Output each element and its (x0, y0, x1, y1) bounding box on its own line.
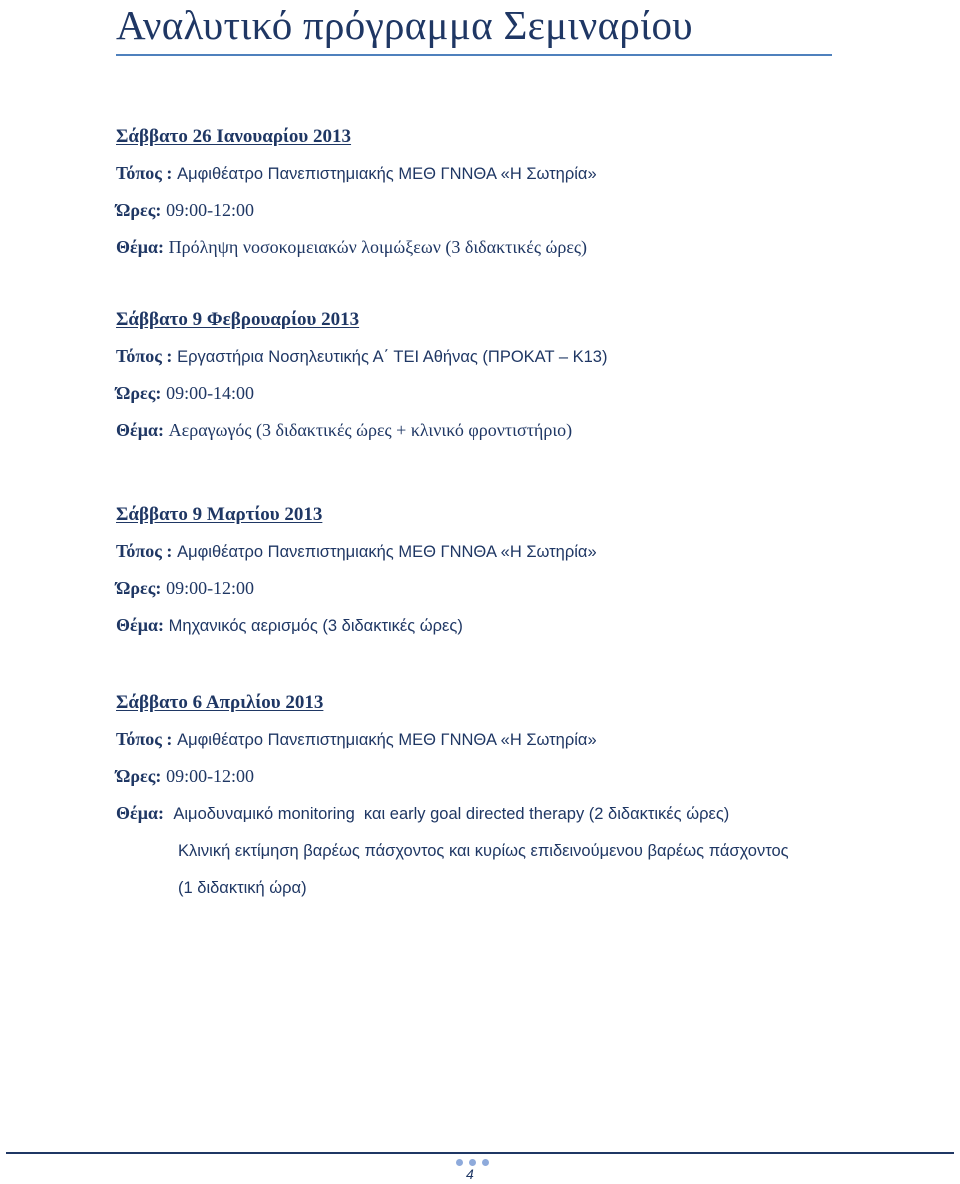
topic-value-2: Κλινική εκτίμηση βαρέως πάσχοντος και κυρίως επιδεινούμενου βαρέως πάσχοντος (178, 842, 789, 860)
session-hours (116, 192, 876, 229)
footer-dot (456, 1159, 463, 1166)
session-topic (116, 412, 876, 449)
session-4 (116, 684, 876, 906)
topic-value: Αεραγωγός (3 διδακτικές ώρες + κλινικό φροντιστήριο) (168, 420, 573, 440)
session-date (116, 301, 876, 338)
session-date (116, 118, 876, 155)
footer-dot (469, 1159, 476, 1166)
hours-label: Ώρες: (116, 578, 162, 598)
session-place (116, 533, 876, 570)
topic-label: Θέμα: (116, 237, 164, 257)
hours-label: Ώρες: (116, 383, 162, 403)
topic-value: Πρόληψη νοσοκομειακών λοιμώξεων (3 διδακτικές ώρες) (168, 237, 587, 257)
place-value: Αμφιθέατρο Πανεπιστημιακής ΜΕΘ ΓΝΝΘΑ «Η Σωτηρία» (177, 731, 597, 749)
session-date (116, 496, 876, 533)
hours-value: 09:00-12:00 (166, 578, 255, 598)
session-topic-line-3 (116, 869, 876, 906)
place-label: Τόπος : (116, 541, 173, 561)
session-hours (116, 758, 876, 795)
session-topic-line-2 (116, 832, 876, 869)
hours-value: 09:00-14:00 (166, 383, 255, 403)
topic-label: Θέμα: (116, 615, 164, 635)
session-date-text: Σάββατο 9 Φεβρουαρίου 2013 (116, 309, 360, 330)
hours-label: Ώρες: (116, 766, 162, 786)
place-value: Αμφιθέατρο Πανεπιστημιακής ΜΕΘ ΓΝΝΘΑ «Η Σωτηρία» (177, 165, 597, 183)
session-1 (116, 118, 876, 266)
session-date-text: Σάββατο 26 Ιανουαρίου 2013 (116, 126, 352, 147)
footer-dots-ornament (456, 1159, 489, 1166)
page-title: Αναλυτικό πρόγραμμα Σεμιναρίου (116, 2, 832, 56)
hours-label: Ώρες: (116, 200, 162, 220)
session-place (116, 155, 876, 192)
hours-value: 09:00-12:00 (166, 766, 255, 786)
place-value: Αμφιθέατρο Πανεπιστημιακής ΜΕΘ ΓΝΝΘΑ «Η Σωτηρία» (177, 543, 597, 561)
topic-label: Θέμα: (116, 420, 164, 440)
session-date (116, 684, 876, 721)
topic-label: Θέμα: (116, 803, 164, 823)
hours-value: 09:00-12:00 (166, 200, 255, 220)
footer-dot (482, 1159, 489, 1166)
topic-value: Μηχανικός αερισμός (3 διδακτικές ώρες) (168, 617, 463, 635)
session-2 (116, 301, 876, 449)
topic-value-3: (1 διδακτική ώρα) (178, 879, 307, 897)
footer-divider (6, 1152, 954, 1154)
session-place (116, 338, 876, 375)
place-label: Τόπος : (116, 163, 173, 183)
session-hours (116, 570, 876, 607)
session-place (116, 721, 876, 758)
session-hours (116, 375, 876, 412)
topic-value: Αιμοδυναμικό monitoring και early goal directed therapy (2 διδακτικές ώρες) (173, 805, 730, 823)
session-topic (116, 229, 876, 266)
page-number: 4 (466, 1166, 474, 1182)
place-label: Τόπος : (116, 346, 173, 366)
session-3 (116, 496, 876, 644)
session-topic (116, 795, 876, 832)
place-label: Τόπος : (116, 729, 173, 749)
place-value: Εργαστήρια Νοσηλευτικής Α΄ ΤΕΙ Αθήνας (ΠΡΟΚΑΤ – Κ13) (177, 348, 608, 366)
session-date-text: Σάββατο 9 Μαρτίου 2013 (116, 504, 323, 525)
session-date-text: Σάββατο 6 Απριλίου 2013 (116, 692, 324, 713)
session-topic (116, 607, 876, 644)
